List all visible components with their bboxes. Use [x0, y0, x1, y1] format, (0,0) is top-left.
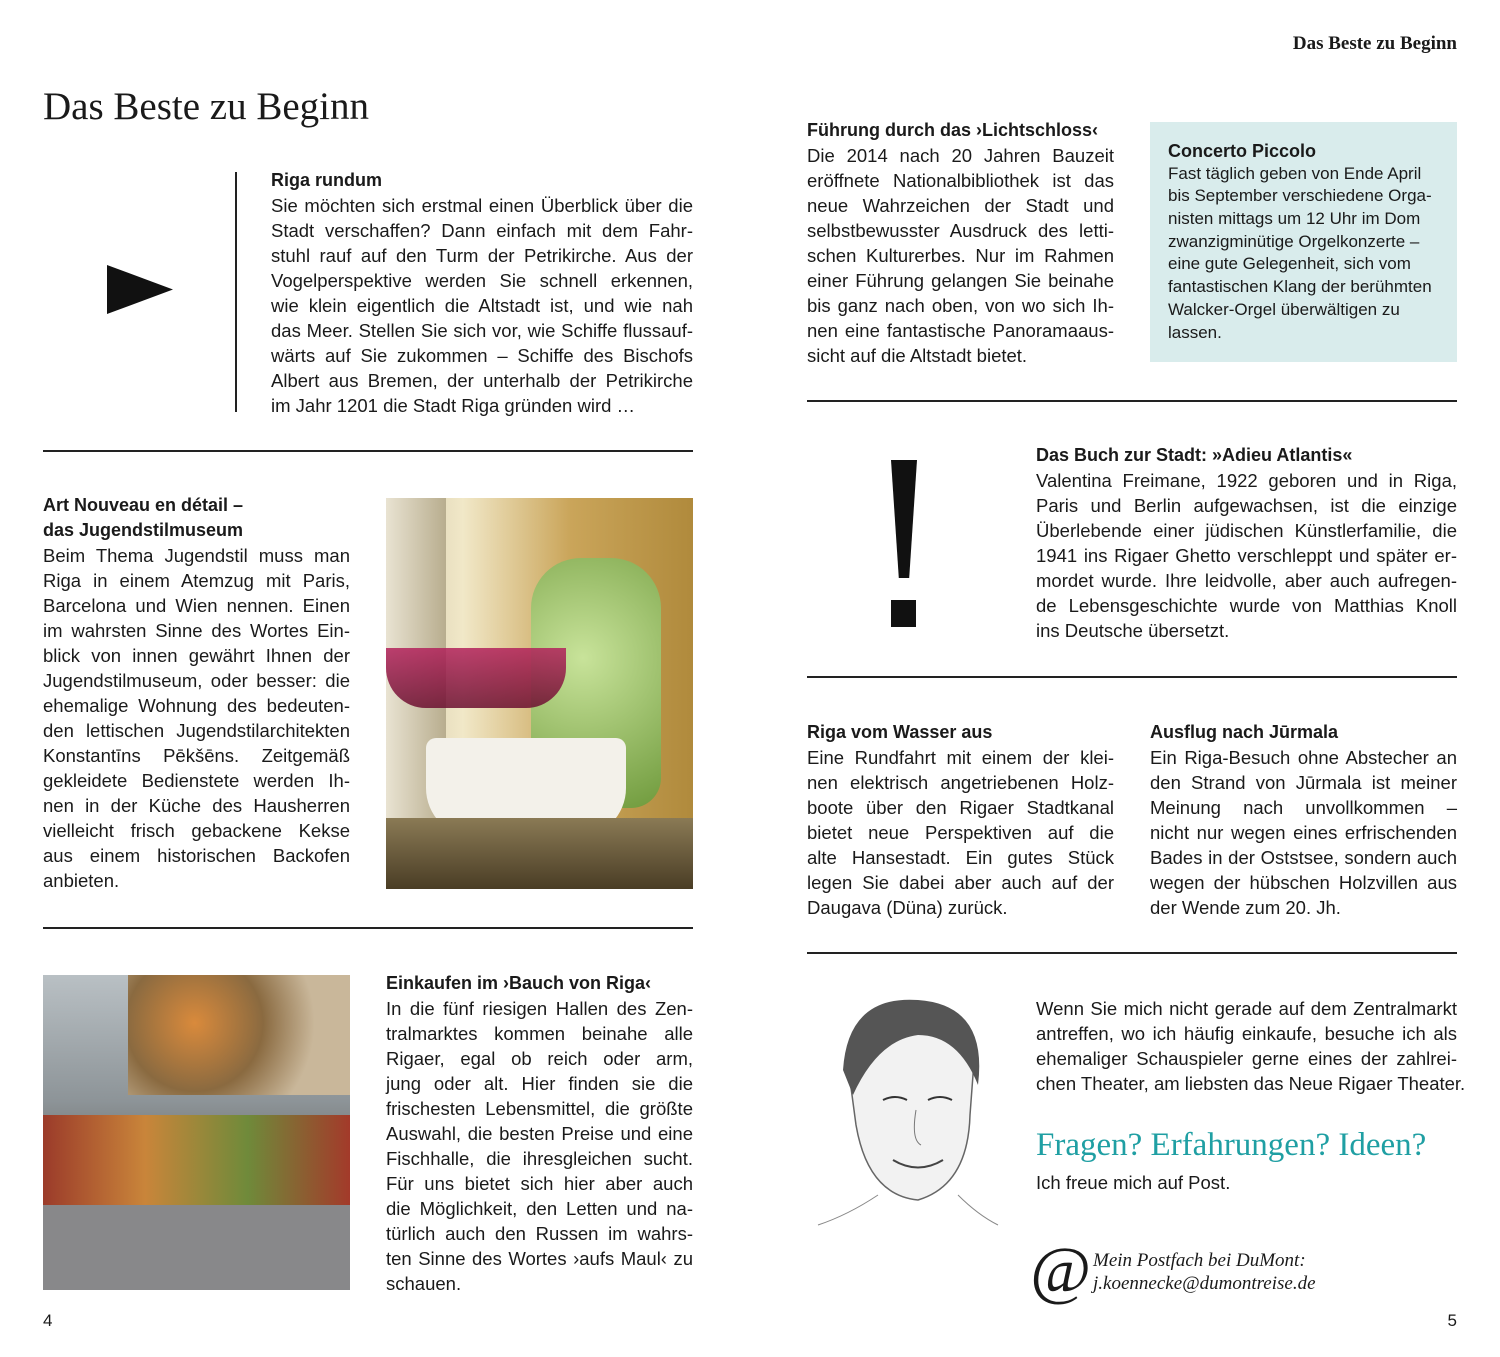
- divider: [43, 450, 693, 452]
- section-heading: Das Buch zur Stadt: »Adieu Atlantis«: [1036, 445, 1353, 465]
- body-line: eröffnete Nationalbibliothek ist das: [807, 170, 1114, 191]
- section-juermala: [1150, 720, 1457, 920]
- at-sign-icon: @: [1030, 1234, 1091, 1307]
- body-line: lassen.: [1168, 322, 1222, 342]
- body-line: schen Kulturerbes. Nur im Rahmen: [807, 245, 1114, 266]
- body-line: selbstbewusster Ausdruck des letti-: [807, 220, 1114, 241]
- section-einkaufen: [386, 971, 693, 1296]
- body-line: Für uns bietet sich hier aber auch: [386, 1173, 693, 1194]
- body-line: frischesten Lebensmittel, die größte: [386, 1098, 693, 1119]
- divider: [807, 676, 1457, 678]
- body-line: Wenn Sie mich nicht gerade auf dem Zentralmarkt: [1036, 998, 1457, 1019]
- body-line: Rigaer, egal ob reich oder arm,: [386, 1048, 693, 1069]
- body-line: Überlebende einer jüdischen Künstlerfamilie, die: [1036, 520, 1457, 541]
- body-line: bis ganz nach oben, von wo sich Ih-: [807, 295, 1114, 316]
- body-line: aus einem historischen Backofen: [43, 845, 350, 866]
- body-line: gekleidete Bedienstete werden Ih-: [43, 770, 350, 791]
- body-line: einer Führung gelangen Sie beinahe: [807, 270, 1114, 291]
- body-line: boote über den Rigaer Stadtkanal: [807, 797, 1114, 818]
- body-line: bis September verschiedene Orga-: [1168, 186, 1432, 206]
- page-number-right: 5: [1447, 1311, 1457, 1330]
- body-line: wegen der hübschen Holzvillen aus: [1150, 872, 1457, 893]
- body-line: antreffen, wo ich häufig einkaufe, besuche ich als: [1036, 1023, 1457, 1044]
- body-line: Jugendstilmuseum, oder besser: die: [43, 670, 350, 691]
- body-line: Die 2014 nach 20 Jahren Bauzeit: [807, 145, 1114, 166]
- body-line: nicht nur wegen eines erfrischenden: [1150, 822, 1457, 843]
- body-line: den lettischen Jugendstilarchitekten: [43, 720, 350, 741]
- section-heading: Ausflug nach Jūrmala: [1150, 722, 1339, 742]
- body-line: stuhl rauf auf den Turm der Petrikirche. Aus der: [271, 245, 693, 266]
- body-line: alte Hansestadt. Ein gutes Stück: [807, 847, 1114, 868]
- body-line: de Lebensgeschichte wurde von Matthias Knoll: [1036, 595, 1457, 616]
- section-heading: Riga rundum: [271, 170, 382, 190]
- body-line: bietet neue Perspektiven auf die: [807, 822, 1114, 843]
- body-line: Sie möchten sich erstmal einen Überblick über die: [271, 195, 693, 216]
- body-line: nisten mittags um 12 Uhr im Dom: [1168, 209, 1421, 229]
- body-line: sicht auf die Altstadt bietet.: [807, 345, 1028, 366]
- section-heading: Führung durch das ›Lichtschloss‹: [807, 120, 1099, 140]
- section-buch: [1036, 443, 1457, 643]
- email-link[interactable]: j.koennecke@dumontreise.de: [1093, 1273, 1316, 1294]
- section-author-bio: [1036, 996, 1466, 1096]
- divider: [807, 400, 1457, 402]
- body-line: nen elektrisch angetriebenen Holz-: [807, 772, 1114, 793]
- photo-jugendstil-glassware: [386, 498, 693, 889]
- body-line: Auswahl, die besten Preise und eine: [386, 1123, 693, 1144]
- body-line: schauen.: [386, 1273, 462, 1294]
- body-line: chen Theater, am liebsten das Neue Rigaer Theater.: [1036, 1073, 1466, 1094]
- page-number-left: 4: [43, 1311, 53, 1330]
- body-line: mordet wurde. Ihre leidvolle, aber auch aufregen-: [1036, 570, 1457, 591]
- body-line: Fischhalle, die ihresgleichen sucht.: [386, 1148, 693, 1169]
- body-line: ehemalige Wohnung des bedeuten-: [43, 695, 350, 716]
- divider: [807, 952, 1457, 954]
- body-line: 1941 ins Rigaer Ghetto verschleppt und später er-: [1036, 545, 1457, 566]
- body-line: Daugava (Düna) zurück.: [807, 897, 1008, 918]
- exclamation-icon: [888, 460, 918, 628]
- info-box-concerto: [1150, 122, 1457, 362]
- body-line: jung oder alt. Hier finden sie die: [386, 1073, 693, 1094]
- play-triangle-icon: [107, 265, 173, 314]
- section-heading: Art Nouveau en détail –: [43, 495, 244, 515]
- photo-central-market: [43, 975, 350, 1290]
- contact-headline: Fragen? Erfahrungen? Ideen?: [1036, 1127, 1427, 1163]
- body-line: wie klein eigentlich die Altstadt ist, und wie nah: [271, 295, 693, 316]
- body-line: Valentina Freimane, 1922 geboren und in Riga,: [1036, 470, 1457, 491]
- body-line: Albert aus Bremen, der unterhalb der Petrikirche: [271, 370, 693, 391]
- body-line: die Möglichkeit, den Letten und na-: [386, 1198, 693, 1219]
- body-line: Vogelperspektive werden Sie schnell erkennen,: [271, 270, 693, 291]
- body-line: nen in der Küche des Hausherren: [43, 795, 350, 816]
- section-concerto: [1168, 140, 1448, 344]
- body-line: der Wende zum 20. Jh.: [1150, 897, 1341, 918]
- body-line: anbieten.: [43, 870, 120, 891]
- section-riga-rundum: [271, 168, 693, 418]
- body-line: eine gute Gelegenheit, sich vom: [1168, 254, 1411, 274]
- body-line: Riga in einem Atemzug mit Paris,: [43, 570, 350, 591]
- section-riga-vom-wasser: [807, 720, 1114, 920]
- body-line: Ein Riga-Besuch ohne Abstecher an: [1150, 747, 1457, 768]
- body-line: das Meer. Stellen Sie sich vor, wie Schiffe flussauf-: [271, 320, 693, 341]
- body-line: legen Sie dabei aber auch auf der: [807, 872, 1114, 893]
- body-line: blick von innen gewährt Ihnen der: [43, 645, 350, 666]
- section-heading: Einkaufen im ›Bauch von Riga‹: [386, 973, 652, 993]
- body-line: nen eine fantastische Panoramaaus-: [807, 320, 1114, 341]
- body-line: ten Sinne des Wortes ›aufs Maul‹ zu: [386, 1248, 693, 1269]
- body-line: vielleicht frisch gebackene Kekse: [43, 820, 350, 841]
- body-line: Bades in der Oststsee, sondern auch: [1150, 847, 1457, 868]
- body-line: tralmarktes kommen beinahe alle: [386, 1023, 693, 1044]
- section-heading: Riga vom Wasser aus: [807, 722, 993, 742]
- body-line: Barcelona und Wien nennen. Einen: [43, 595, 350, 616]
- section-heading: Concerto Piccolo: [1168, 141, 1317, 161]
- body-line: Beim Thema Jugendstil muss man: [43, 545, 350, 566]
- body-line: im wahrsten Sinne des Wortes Ein-: [43, 620, 350, 641]
- body-line: zwanzigminütige Orgelkonzerte –: [1168, 231, 1420, 251]
- body-line: Meinung nach unvollkommen –: [1150, 797, 1457, 818]
- page-title: Das Beste zu Beginn: [43, 85, 370, 128]
- section-fuehrung: [807, 118, 1114, 368]
- body-line: Eine Rundfahrt mit einem der klei-: [807, 747, 1114, 768]
- body-line: den Strand von Jūrmala ist meiner: [1150, 772, 1457, 793]
- body-line: ehemaliger Schauspieler gerne eines der zahlrei-: [1036, 1048, 1457, 1069]
- body-line: neue Wahrzeichen der Stadt und: [807, 195, 1114, 216]
- body-line: Walcker-Orgel überwältigen zu: [1168, 299, 1400, 319]
- body-line: wärts auf Sie zukommen – Schiffe des Bischofs: [271, 345, 693, 366]
- section-art-nouveau: [43, 493, 350, 893]
- body-line: In die fünf riesigen Hallen des Zen-: [386, 998, 693, 1019]
- body-line: Paris und Berlin aufgewachsen, ist die einzige: [1036, 495, 1457, 516]
- body-line: fantastischen Klang der berühmten: [1168, 277, 1432, 297]
- body-line: im Jahr 1201 die Stadt Riga gründen wird …: [271, 395, 636, 416]
- vertical-rule: [235, 172, 237, 412]
- body-line: Konstantīns Pēkšēns. Zeitgemäß: [43, 745, 350, 766]
- body-line: türlich auch den Russen im wahrs-: [386, 1223, 693, 1244]
- contact-subline: Ich freue mich auf Post.: [1036, 1172, 1231, 1193]
- body-line: Fast täglich geben von Ende April: [1168, 163, 1422, 183]
- author-portrait-sketch: [808, 995, 1003, 1245]
- running-header: Das Beste zu Beginn: [1292, 33, 1457, 54]
- mailbox-label: Mein Postfach bei DuMont:: [1093, 1250, 1306, 1271]
- divider: [43, 927, 693, 929]
- body-line: Stadt verschaffen? Dann einfach mit dem Fahr-: [271, 220, 693, 241]
- section-heading: das Jugendstilmuseum: [43, 520, 244, 540]
- body-line: ins Deutsche übersetzt.: [1036, 620, 1230, 641]
